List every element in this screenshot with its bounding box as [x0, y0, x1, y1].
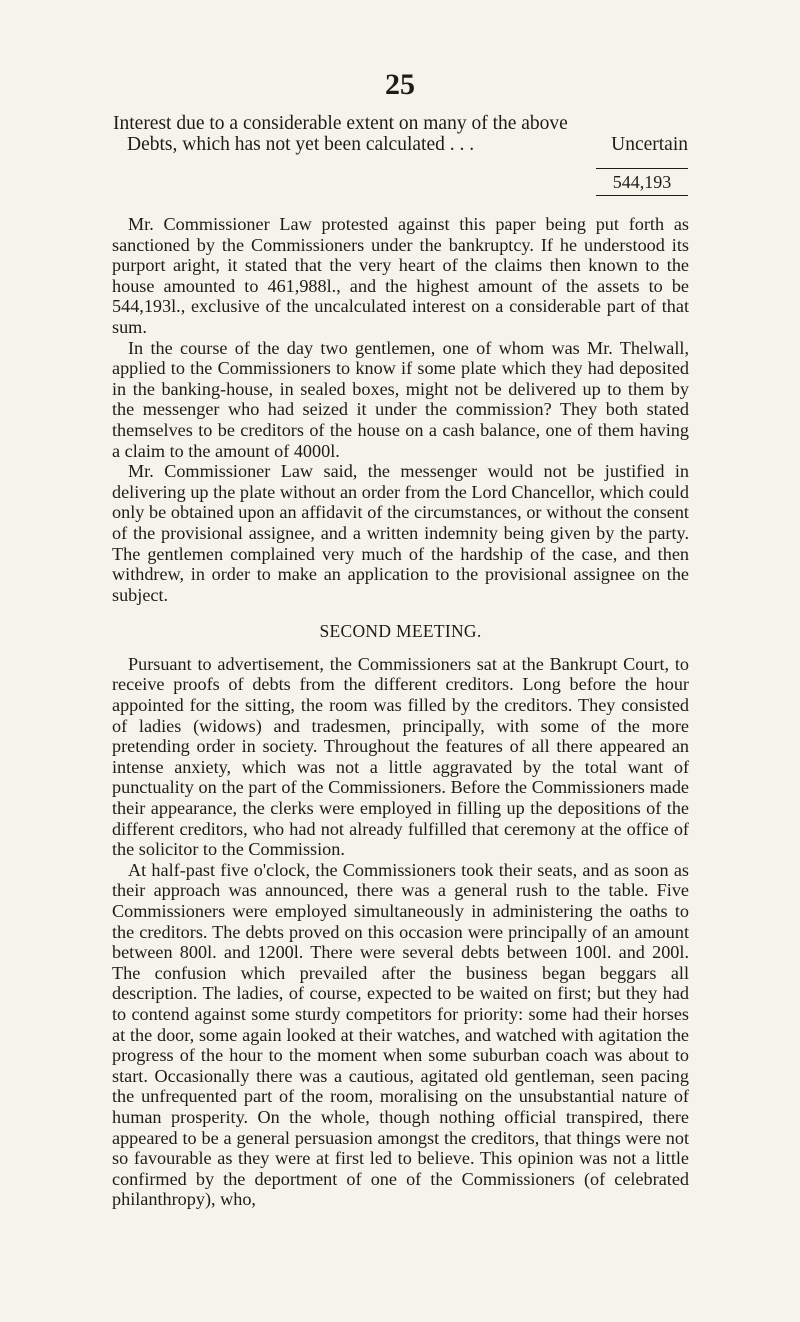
total-amount: 544,193	[612, 172, 672, 192]
total-rule-bottom	[596, 195, 688, 196]
account-entry	[113, 113, 688, 155]
account-line-2	[113, 134, 688, 155]
paragraph: Mr. Commissioner Law said, the messenger would not be justified in delivering up the plate without an order from the Lord Chancellor, which could only be obtained upon an affidavit of the circumstances, or without the consent of the provisional assignee, and a written indemnity being given by the party. The gentlemen complained very much of the hardship of the case, and then withdrew, in order to make an application to the provisional assignee on the subject.	[112, 461, 689, 605]
account-total	[596, 168, 688, 196]
section-heading: SECOND MEETING.	[319, 621, 482, 642]
paragraph: Mr. Commissioner Law protested against this paper being put forth as sanctioned by the Commissioners under the bankruptcy. If he understood its purport aright, it stated that the very heart of the claims then known to the house amounted to 461,988l., and the highest amount of the assets to be 544,193l., exclusive of the uncalculated interest on a considerable part of that sum.	[112, 214, 689, 337]
body-text	[112, 214, 689, 1210]
account-line-1	[113, 113, 688, 134]
paragraph: In the course of the day two gentlemen, one of whom was Mr. Thelwall, applied to the Commissioners to know if some plate which they had deposited in the banking-house, in sealed boxes, might not be delivered up to them by the messenger who had seized it under the commission? They both stated themselves to be creditors of the house on a cash balance, one of them having a claim to the amount of 4000l.	[112, 337, 689, 461]
paragraph: At half-past five o'clock, the Commissioners took their seats, and as soon as their approach was announced, there was a general rush to the table. Five Commissioners were employed simultaneously in administering the oaths to the creditors. The debts proved on this occasion were principally of an amount between 800l. and 1200l. There were several debts between 100l. and 200l. The confusion which prevailed after the business began beggars all description. The ladies, of course, expected to be waited on first; but they had to contend against some sturdy competitors for priority: some had their horses at the door, some again looked at their watches, and watched with agitation the progress of the hour to the moment when some suburban coach was about to start. Occasionally there was a cautious, agitated old gentleman, seen pacing the unfrequented part of the room, moralising on the unsubstantial nature of human prosperity. On the whole, though nothing official transpired, there appeared to be a general persuasion amongst the creditors, that things were not so favourable as they were at first led to believe. This opinion was not a little confirmed by the deportment of one of the Commissioners (of celebrated philanthropy), who,	[112, 859, 689, 1210]
page-number: 25	[385, 68, 415, 101]
account-line-2-text: Debts, which has not yet been calculated . . .	[127, 134, 475, 155]
account-line-2-value: Uncertain	[611, 134, 688, 155]
paragraph: Pursuant to advertisement, the Commissioners sat at the Bankrupt Court, to receive proofs of debts from the different creditors. Long before the hour appointed for the sitting, the room was filled by the creditors. They consisted of ladies (widows) and tradesmen, principally, with some of the more pretending order in society. Throughout the features of all there appeared an intense anxiety, which was not a little aggravated by the total want of punctuality on the part of the Commissioners. Before the Commissioners made their appearance, the clerks were employed in filling up the depositions of the different creditors, who had not already fulfilled that ceremony at the office of the solicitor to the Commission.	[112, 653, 689, 860]
account-line-1-text: Interest due to a considerable extent on many of the above	[113, 113, 568, 134]
